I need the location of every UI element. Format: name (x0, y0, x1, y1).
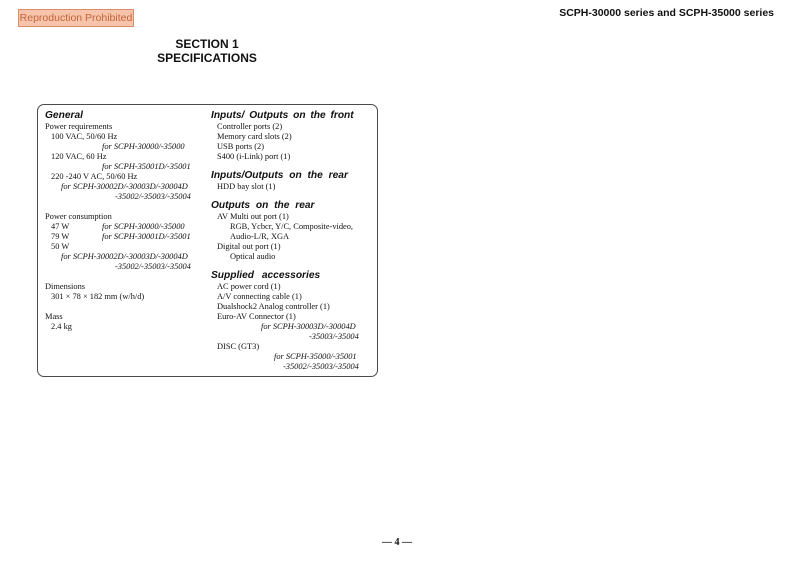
mass-label: Mass (45, 312, 63, 321)
power-consumption-value: 79 W (51, 232, 70, 241)
power-consumption-label: Power consumption (45, 212, 112, 221)
av-multi-detail: RGB, Ycbcr, Y/C, Composite-video, (230, 222, 354, 231)
dimensions-label: Dimensions (45, 282, 86, 291)
power-consumption-models: -35002/-35003/-35004 (115, 262, 191, 271)
power-requirement-models: for SCPH-30000/-35000 (102, 142, 185, 151)
dimensions-value: 301 × 78 × 182 mm (w/h/d) (51, 292, 145, 301)
power-consumption-models: for SCPH-30002D/-30003D/-30004D (61, 252, 188, 261)
euro-av-models: -35003/-35004 (309, 332, 359, 341)
power-requirement-value: 120 VAC, 60 Hz (51, 152, 107, 161)
av-multi-out-port: AV Multi out port (1) (217, 212, 289, 221)
front-port-item: Controller ports (2) (217, 122, 283, 131)
rear-port-item: HDD bay slot (1) (217, 182, 276, 191)
accessory-item: Dualshock2 Analog controller (1) (217, 302, 330, 311)
disc-models: -35002/-35003/-35004 (283, 362, 359, 371)
power-requirement-models: for SCPH-35001D/-35001 (102, 162, 191, 171)
mass-value: 2.4 kg (51, 322, 72, 331)
reproduction-prohibited-stamp: Reproduction Prohibited (18, 9, 134, 27)
accessory-item: A/V connecting cable (1) (217, 292, 302, 301)
page-number: — 4 — (382, 537, 412, 548)
power-consumption-models: for SCPH-30001D/-35001 (102, 232, 191, 241)
power-requirement-value: 100 VAC, 50/60 Hz (51, 132, 118, 141)
power-requirement-models: for SCPH-30002D/-30003D/-30004D (61, 182, 188, 191)
av-multi-detail: Audio-L/R, XGA (230, 232, 290, 241)
power-consumption-value: 47 W (51, 222, 70, 231)
disc-accessory: DISC (GT3) (217, 342, 260, 351)
outputs-rear-heading: Outputs on the rear (211, 200, 315, 211)
digital-out-port: Digital out port (1) (217, 242, 281, 251)
accessory-item: Euro-AV Connector (1) (217, 312, 296, 321)
section-title: SPECIFICATIONS (157, 51, 257, 65)
section-number: SECTION 1 (175, 37, 239, 51)
accessory-item: AC power cord (1) (217, 282, 281, 291)
series-title: SCPH-30000 series and SCPH-35000 series (559, 7, 774, 19)
front-port-item: S400 (i-Link) port (1) (217, 152, 291, 161)
power-requirements-label: Power requirements (45, 122, 113, 131)
disc-models: for SCPH-35000/-35001 (274, 352, 357, 361)
digital-out-detail: Optical audio (230, 252, 276, 261)
general-heading: General (45, 110, 83, 121)
euro-av-models: for SCPH-30003D/-30004D (261, 322, 356, 331)
power-consumption-value: 50 W (51, 242, 70, 251)
supplied-accessories-heading: Supplied accessories (211, 270, 321, 281)
power-consumption-models: for SCPH-30000/-35000 (102, 222, 185, 231)
front-port-item: Memory card slots (2) (217, 132, 292, 141)
power-requirement-models: -35002/-35003/-35004 (115, 192, 191, 201)
front-port-item: USB ports (2) (217, 142, 264, 151)
inputs-outputs-front-heading: Inputs/ Outputs on the front (211, 110, 354, 121)
power-requirement-value: 220 -240 V AC, 50/60 Hz (51, 172, 138, 181)
inputs-outputs-rear-heading: Inputs/Outputs on the rear (211, 170, 348, 181)
